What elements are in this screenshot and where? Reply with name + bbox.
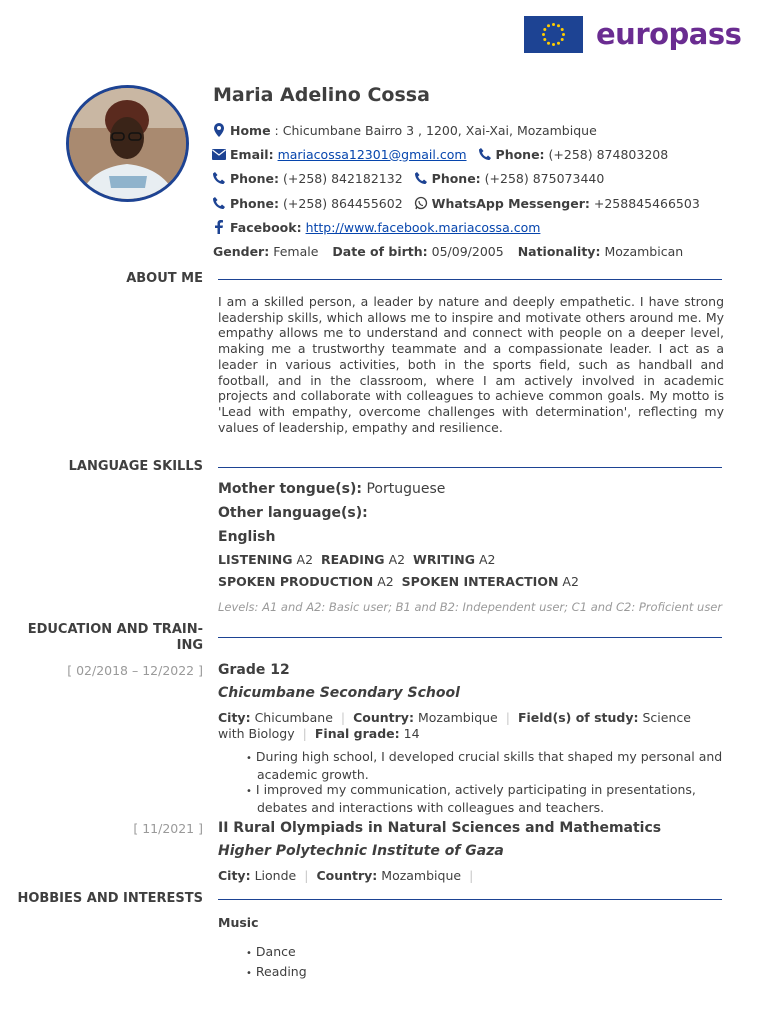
education-date: [ 02/2018 – 12/2022 ] xyxy=(67,663,203,678)
hobbies-section-title: HOBBIES AND INTERESTS xyxy=(17,891,203,906)
home-label: Home xyxy=(230,122,271,138)
dob-value: 05/09/2005 xyxy=(431,244,504,259)
reading-value: A2 xyxy=(388,552,406,567)
phone-value-4: (+258) 864455602 xyxy=(283,195,403,211)
phone-value-1: (+258) 874803208 xyxy=(548,146,669,162)
location-icon xyxy=(211,122,227,138)
education-city: Chicumbane xyxy=(254,710,333,725)
education-date: [ 11/2021 ] xyxy=(133,821,203,836)
spoken-interaction-value: A2 xyxy=(562,574,579,589)
language-name: English xyxy=(218,529,276,545)
levels-note: Levels: A1 and A2: Basic user; B1 and B2: Independent user; C1 and C2: Proficient user xyxy=(218,600,723,614)
facebook-row xyxy=(211,219,540,235)
mother-tongue-value: Portuguese xyxy=(366,481,446,497)
email-link[interactable]: mariacossa12301@gmail.com xyxy=(277,146,467,162)
about-section-title: ABOUT ME xyxy=(126,271,203,286)
phone-value-3: (+258) 875073440 xyxy=(484,170,605,186)
nationality-label: Nationality: xyxy=(517,244,601,259)
writing-label: WRITING xyxy=(413,552,475,567)
mother-tongue-label: Mother tongue(s): xyxy=(218,481,362,497)
phone-value-2: (+258) 842182132 xyxy=(283,170,403,186)
contact-row-1 xyxy=(211,146,678,162)
spoken-interaction-label: SPOKEN INTERACTION xyxy=(401,574,559,589)
phone-icon xyxy=(211,170,227,186)
nationality-value: Mozambican xyxy=(604,244,684,259)
education-institution: Chicumbane Secondary School xyxy=(218,685,460,701)
list-item: • Reading xyxy=(237,963,727,983)
whatsapp-value: +258845466503 xyxy=(593,195,700,211)
education-grade: 14 xyxy=(403,726,420,741)
phone-label: Phone: xyxy=(431,170,481,186)
phone-label: Phone: xyxy=(495,146,545,162)
whatsapp-icon xyxy=(413,195,429,211)
phone-icon xyxy=(477,146,493,162)
contact-row-2 xyxy=(211,170,614,186)
phone-icon xyxy=(211,195,227,211)
europass-logo xyxy=(524,16,741,53)
europass-logo-text: europass xyxy=(596,17,742,51)
list-item: • I improved my communication, actively participating in presentations, debates and interactions with colleagues and teachers. xyxy=(237,782,727,815)
list-item: • During high school, I developed crucial skills that shaped my personal and academic growth. xyxy=(237,749,727,782)
hobby-list xyxy=(237,943,727,983)
spoken-production-value: A2 xyxy=(377,574,394,589)
education-country: Mozambique xyxy=(417,710,498,725)
eu-flag-icon xyxy=(524,16,583,53)
full-name: Maria Adelino Cossa xyxy=(213,84,430,106)
mother-tongue-row xyxy=(218,481,445,497)
about-text: I am a skilled person, a leader by nature and deeply empathetic. I have strong leadership skills, which allows me to inspire and motivate others around me. My empathy allows me to understand and connect with people on a deeper level, making me a trustworthy teammate and a compassionate leader. I act as a leader in various activities, both in the sports field, such as handball and football, and in the classroom, where I am actively involved in academic projects and collaborate with colleagues to achieve common goals. My motto is 'Lead with empathy, overcome challenges with determination', reflecting my values of leadership, empathy and resilience. xyxy=(218,294,724,435)
language-divider xyxy=(218,467,722,468)
phone-label: Phone: xyxy=(230,170,280,186)
hobby-heading: Music xyxy=(218,915,259,930)
writing-value: A2 xyxy=(478,552,496,567)
skills-row-1 xyxy=(218,552,496,567)
listening-value: A2 xyxy=(296,552,314,567)
phone-label: Phone: xyxy=(230,195,280,211)
education-bullets xyxy=(237,749,727,815)
education-country: Mozambique xyxy=(381,868,462,883)
education-city: Lionde xyxy=(254,868,297,883)
education-institution: Higher Polytechnic Institute of Gaza xyxy=(218,843,504,859)
facebook-label: Facebook: xyxy=(230,219,302,235)
facebook-icon xyxy=(211,219,227,235)
gender-value: Female xyxy=(273,244,319,259)
email-icon xyxy=(211,146,227,162)
home-value: : Chicumbane Bairro 3 , 1200, Xai-Xai, Mozambique xyxy=(274,122,597,138)
list-item: • Dance xyxy=(237,943,727,963)
gender-label: Gender: xyxy=(213,244,270,259)
listening-label: LISTENING xyxy=(218,552,293,567)
whatsapp-label: WhatsApp Messenger: xyxy=(431,195,590,211)
profile-photo xyxy=(66,85,189,202)
education-meta: City: Chicumbane | Country: Mozambique | Field(s) of study: Science with Biology | Final grade: 14 xyxy=(218,710,691,741)
spoken-production-label: SPOKEN PRODUCTION xyxy=(218,574,374,589)
education-section-title: EDUCATION AND TRAIN- ING xyxy=(27,622,203,653)
phone-icon xyxy=(413,170,429,186)
education-title: Grade 12 xyxy=(218,662,290,678)
home-address-row xyxy=(211,122,597,138)
email-label: Email: xyxy=(230,146,274,162)
dob-label: Date of birth: xyxy=(332,244,428,259)
personal-details-row xyxy=(213,244,683,259)
skills-row-2 xyxy=(218,574,579,589)
education-meta: City: Lionde | Country: Mozambique | xyxy=(218,868,474,883)
education-divider xyxy=(218,637,722,638)
other-languages-label: Other language(s): xyxy=(218,505,368,521)
language-section-title: LANGUAGE SKILLS xyxy=(68,459,203,474)
facebook-link[interactable]: http://www.facebook.mariacossa.com xyxy=(305,219,541,235)
education-field: Science with Biology xyxy=(218,710,691,741)
hobbies-divider xyxy=(218,899,722,900)
about-divider xyxy=(218,279,722,280)
reading-label: READING xyxy=(320,552,385,567)
education-title: II Rural Olympiads in Natural Sciences and Mathematics xyxy=(218,820,662,836)
contact-row-3 xyxy=(211,195,710,211)
